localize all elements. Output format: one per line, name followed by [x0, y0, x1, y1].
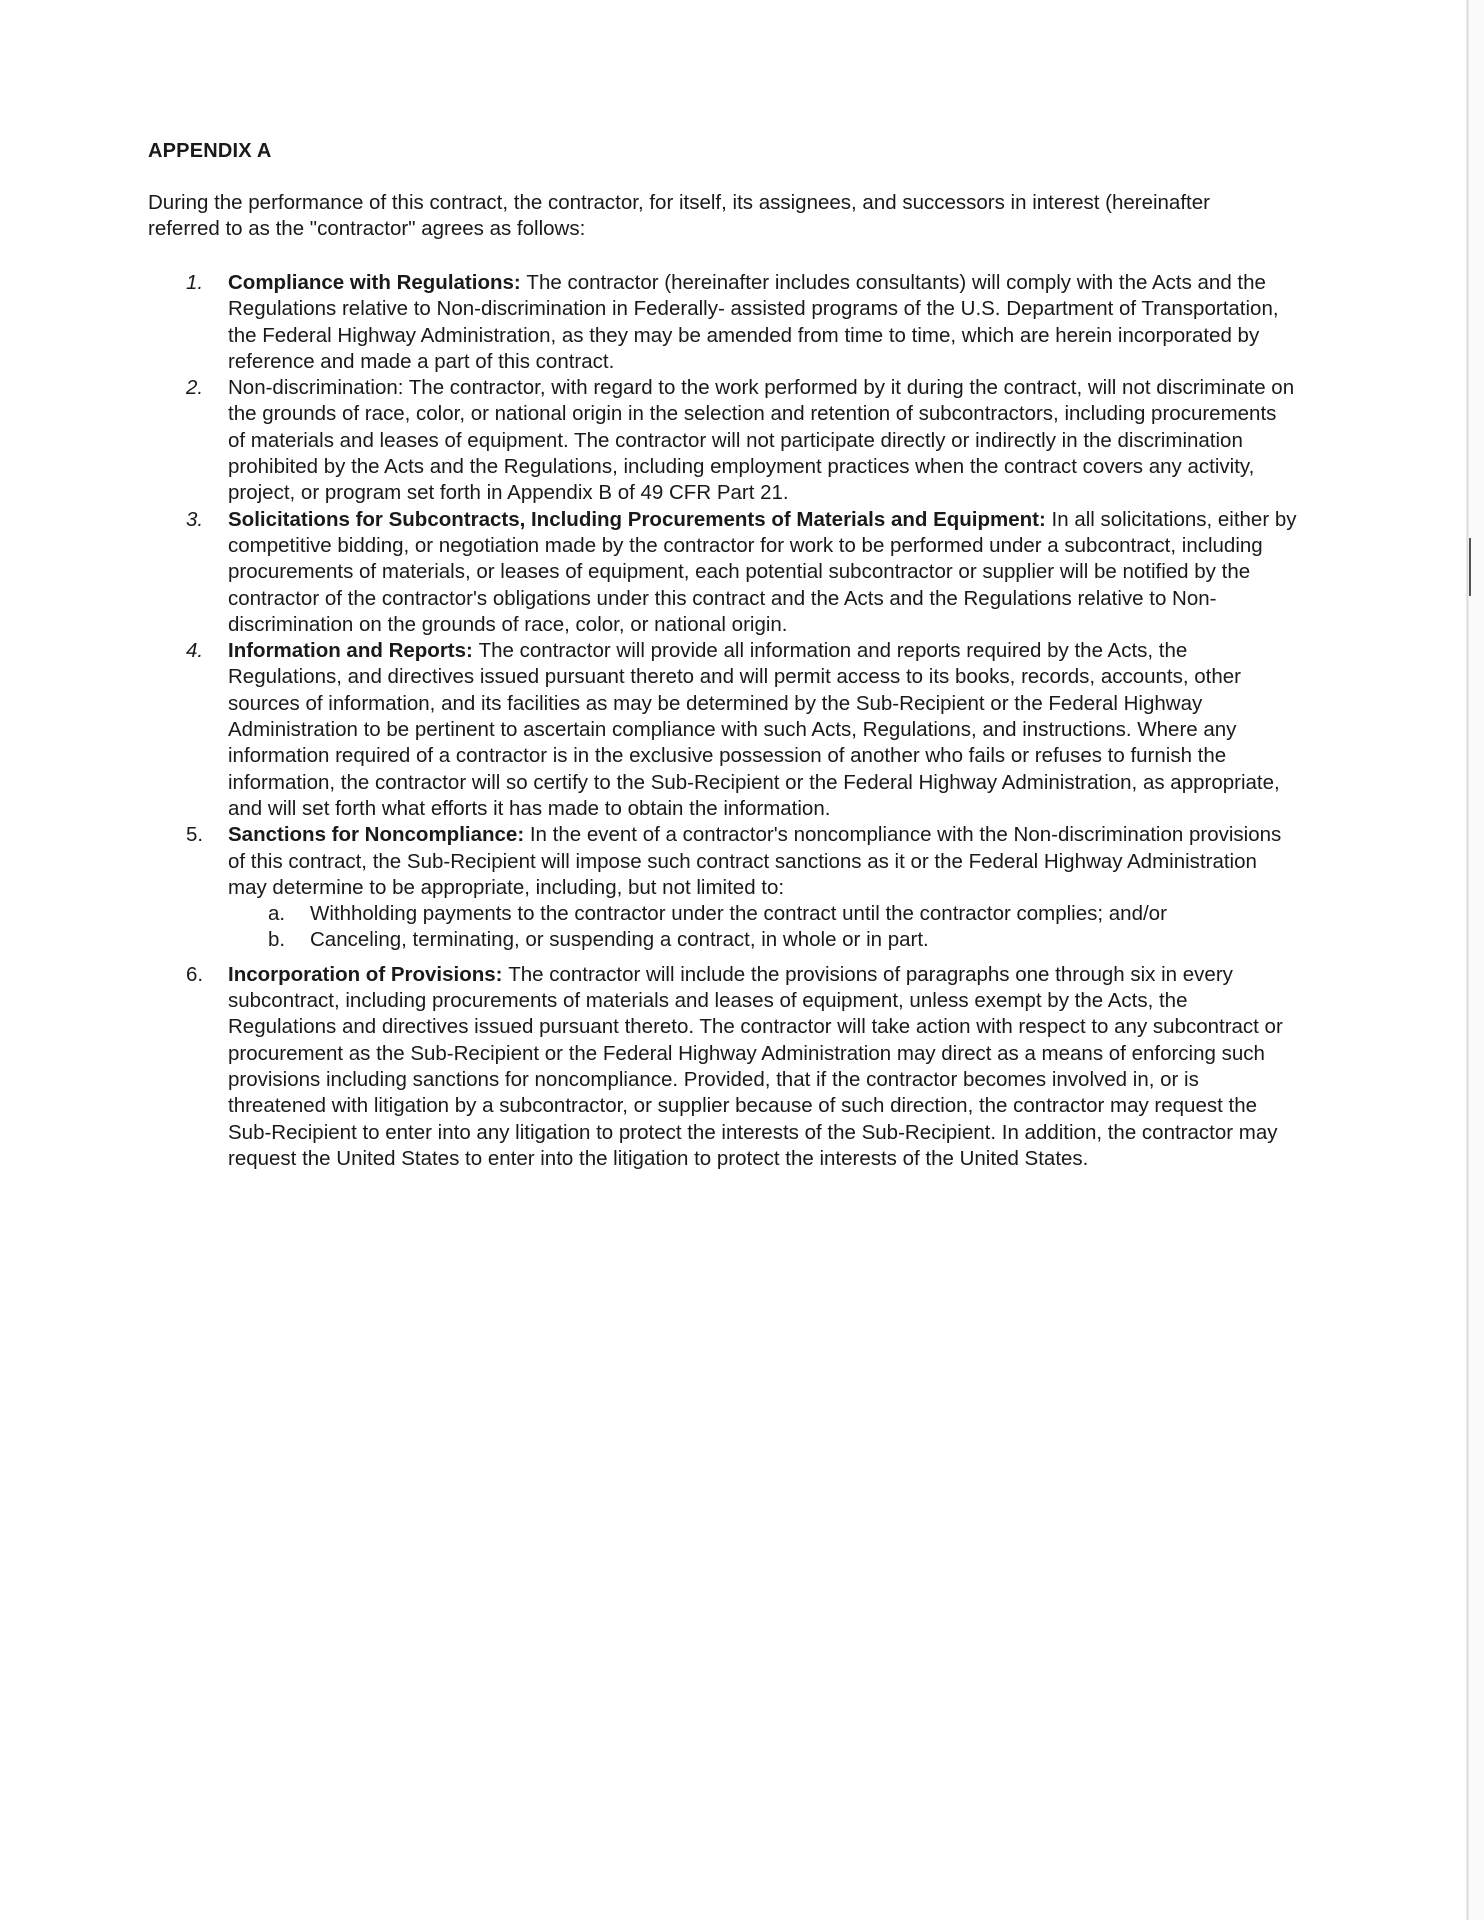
list-item	[148, 507, 1298, 638]
intro-paragraph: During the performance of this contract, the contractor, for itself, its assignees, and successors in interest (hereinafter referred to as the "contractor" agrees as follows:	[148, 191, 1210, 240]
appendix-heading: APPENDIX A	[148, 140, 272, 162]
item-number: 5.	[186, 823, 204, 847]
item-title: Sanctions for Noncompliance:	[228, 823, 530, 847]
item-title: Information and Reports:	[228, 639, 479, 663]
sublist-letter: a.	[268, 902, 286, 926]
sanctions-sublist	[228, 901, 1298, 954]
sublist-item	[228, 927, 1298, 953]
item-body: In all solicitations, either by competitive bidding, or negotiation made by the contractor for work to be performed under a subcontract, including procurements of materials, or leases of equipment, each potential subcontractor or supplier will be notified by the contractor of the contractor's obligations under this contract and the Acts and the Regulations relative to Non-discrimination on the grounds of race, color, or national origin.	[228, 507, 1297, 636]
sublist-letter: b.	[268, 928, 286, 952]
item-body: Non-discrimination: The contractor, with regard to the work performed by it during the contract, will not discriminate on the grounds of race, color, or national origin in the selection and retention of subcontractors, including procurements of materials and leases of equipment. The contractor will not participate directly or indirectly in the discrimination prohibited by the Acts and the Regulations, including employment practices when the contract covers any activity, project, or program set forth in Appendix B of 49 CFR Part 21.	[228, 376, 1295, 505]
item-number: 1.	[186, 271, 204, 294]
item-body: The contractor will provide all information and reports required by the Acts, the Regulations, and directives issued pursuant thereto and will permit access to its books, records, accounts, other sources of information, and its facilities as may be determined by the Sub-Recipient or the Federal Highway Administration to be pertinent to ascertain compliance with such Acts, Regulations, and instructions. Where any information required of a contractor is in the exclusive possession of another who fails or refuses to furnish the information, the contractor will so certify to the Sub-Recipient or the Federal Highway Administration, as appropriate, and will set forth what efforts it has made to obtain the information.	[228, 639, 1280, 820]
item-number: 2.	[186, 376, 204, 400]
list-item	[148, 962, 1298, 1172]
sublist-item	[228, 901, 1298, 927]
item-title: Solicitations for Subcontracts, Including Procurements of Materials and Equipment:	[228, 507, 1052, 531]
item-number: 3.	[186, 507, 204, 531]
list-item	[148, 822, 1298, 953]
item-number: 4.	[186, 639, 204, 663]
item-body: In the event of a contractor's noncompliance with the Non-discrimination provisions of this contract, the Sub-Recipient will impose such contract sanctions as it or the Federal Highway Administration may determine to be appropriate, including, but not limited to:	[228, 823, 1282, 899]
provisions-list	[148, 270, 1298, 1172]
item-body: The contractor will include the provisions of paragraphs one through six in every subcontract, including procurements of materials and leases of equipment, unless exempt by the Acts, the Regulations and directives issued pursuant thereto. The contractor will take action with respect to any subcontract or procurement as the Sub-Recipient or the Federal Highway Administration may direct as a means of enforcing such provisions including sanctions for noncompliance. Provided, that if the contractor becomes involved in, or is threatened with litigation by a subcontractor, or supplier because of such direction, the contractor may request the Sub-Recipient to enter into any litigation to protect the interests of the Sub-Recipient. In addition, the contractor may request the United States to enter into the litigation to protect the interests of the United States.	[228, 962, 1283, 1170]
list-item	[148, 375, 1298, 506]
sublist-text: Canceling, terminating, or suspending a contract, in whole or in part.	[310, 928, 929, 952]
list-item	[148, 270, 1298, 375]
list-item	[148, 638, 1298, 822]
item-title: Incorporation of Provisions:	[228, 962, 509, 986]
margin-mark	[1469, 538, 1471, 596]
item-number: 6.	[186, 962, 204, 986]
item-title: Compliance with Regulations:	[228, 271, 527, 294]
sublist-text: Withholding payments to the contractor under the contract until the contractor complies; and/or	[310, 902, 1167, 926]
item-body: The contractor (hereinafter includes consultants) will comply with the Acts and the Regulations relative to Non-discrimination in Federally- assisted programs of the U.S. Department of Transportation, the Federal Highway Administration, as they may be amended from time to time, which are herein incorporated by reference and made a part of this contract.	[228, 271, 1279, 373]
scan-edge-shade	[1469, 0, 1484, 1920]
